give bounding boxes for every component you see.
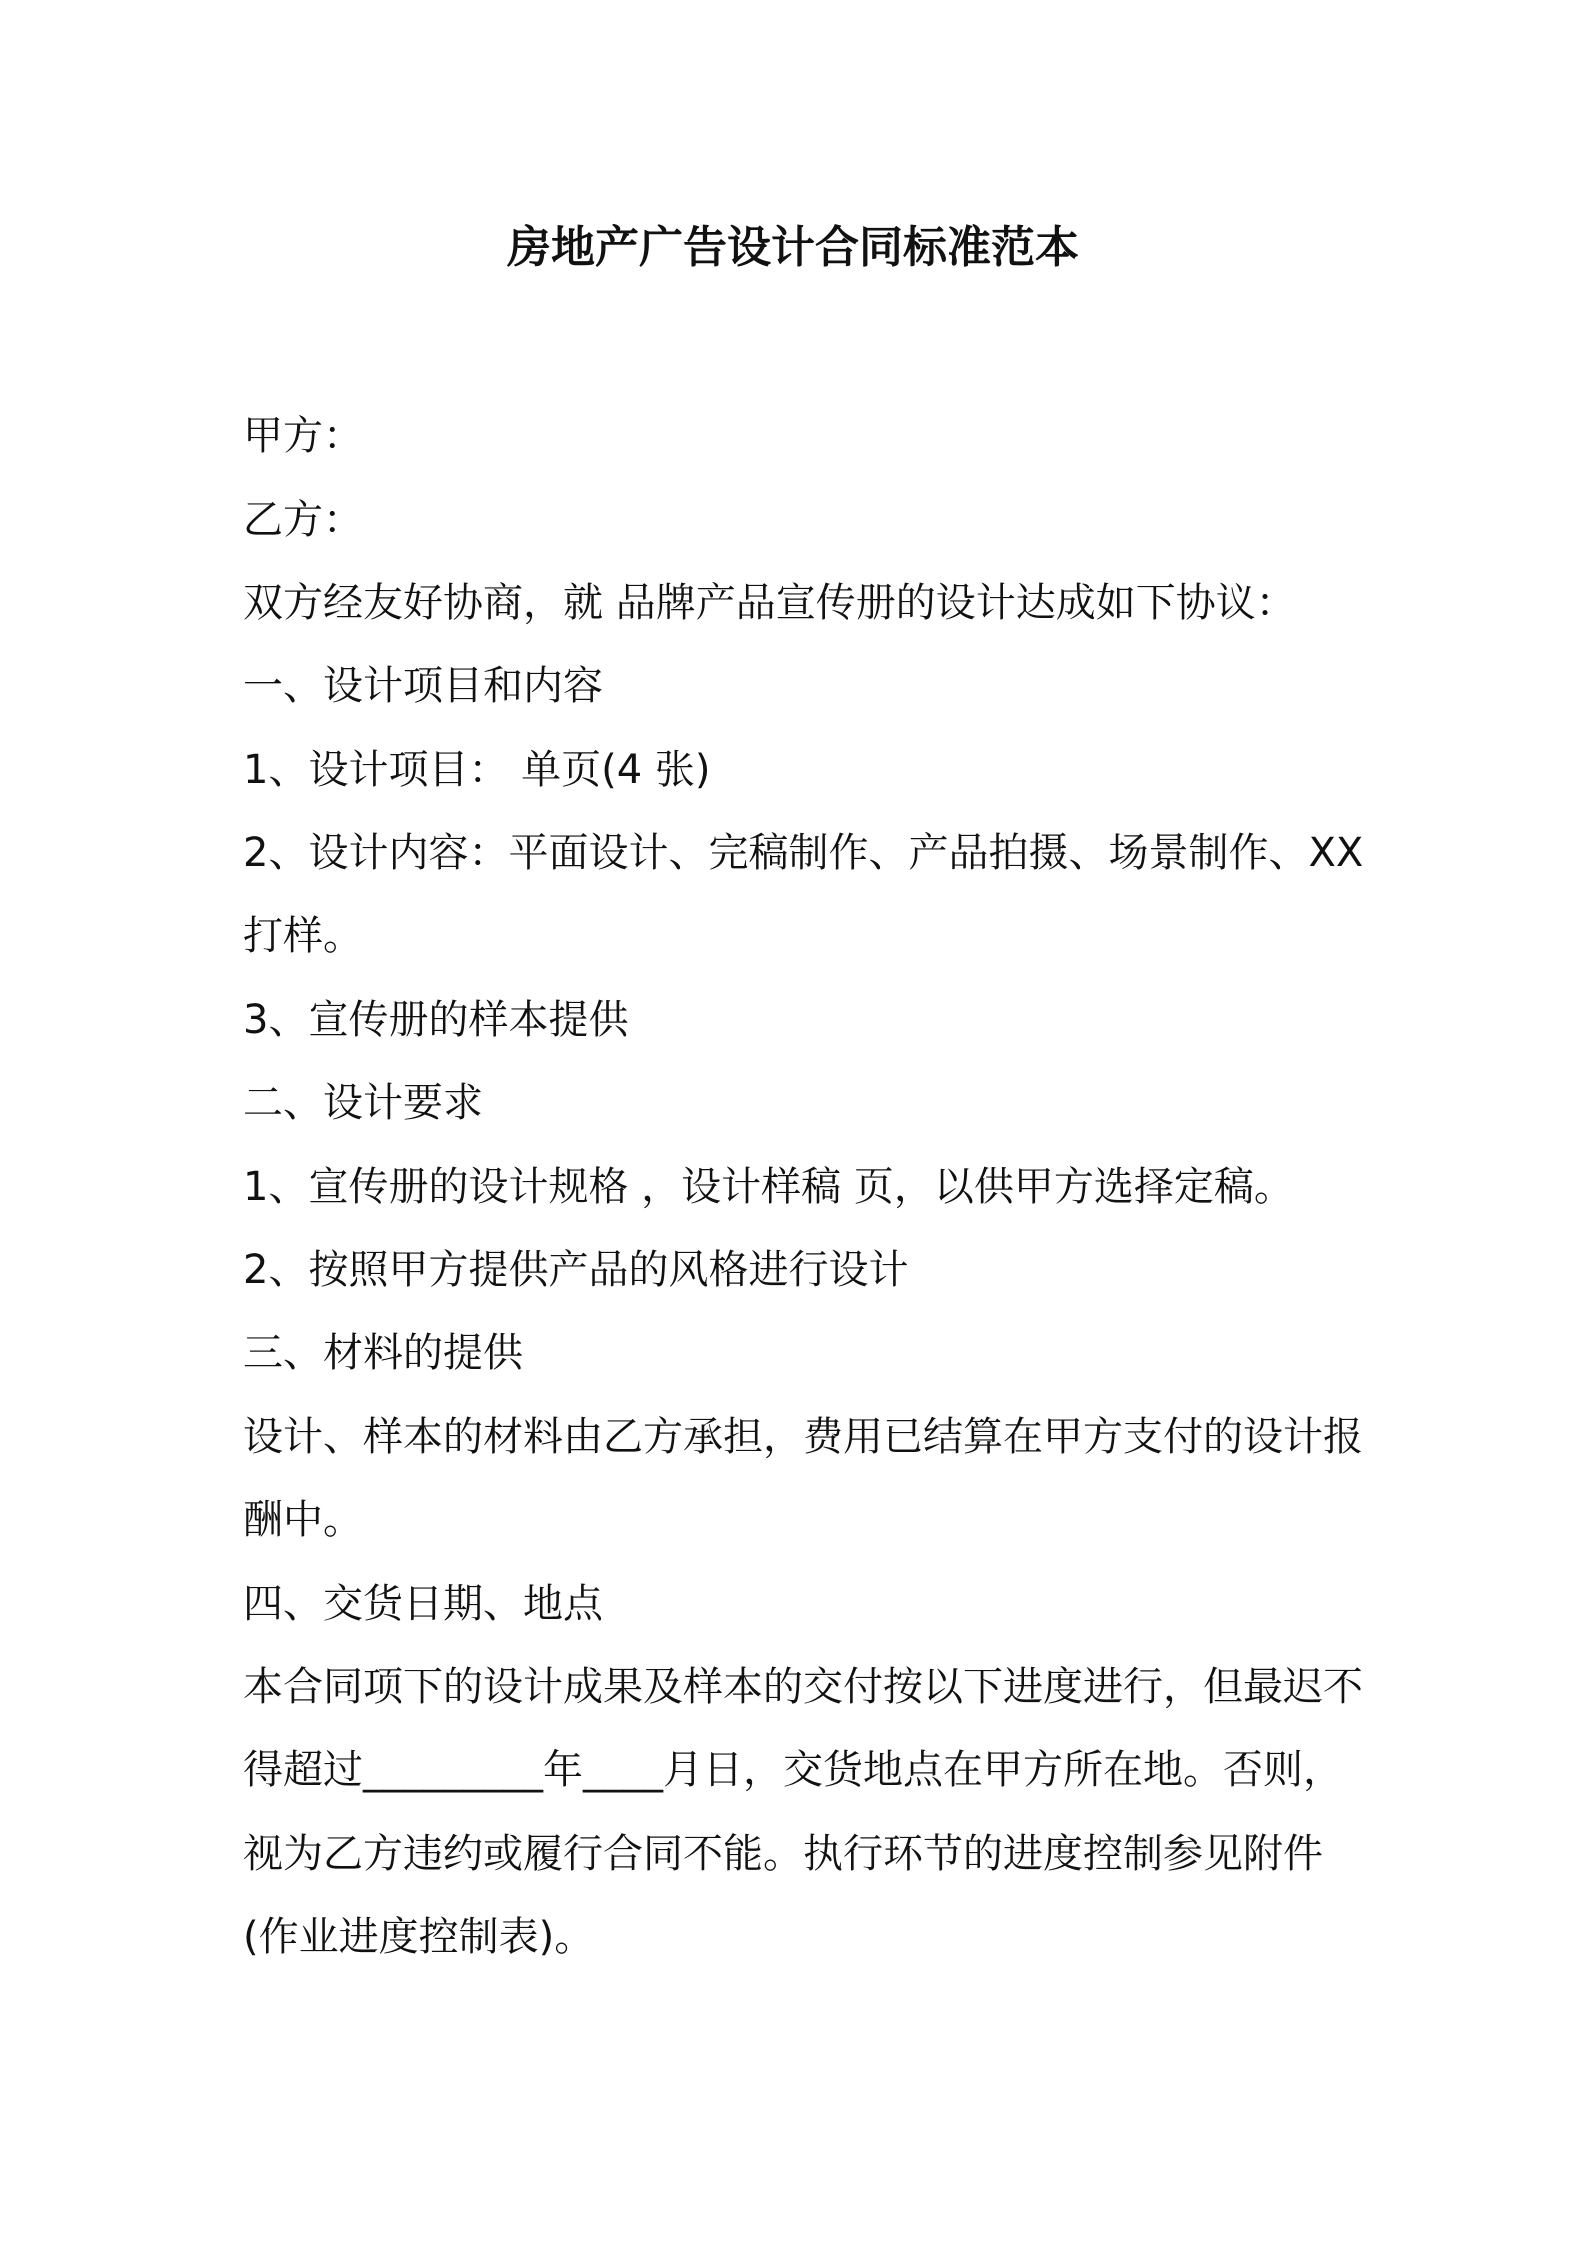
section-1-item-2-cont: 打样。 (243, 913, 363, 959)
section-2-heading: 二、设计要求 (243, 1080, 483, 1126)
section-3-heading: 三、材料的提供 (243, 1330, 523, 1376)
section-4-body-4: (作业进度控制表)。 (243, 1914, 595, 1960)
section-3-body: 设计、样本的材料由乙方承担，费用已结算在甲方支付的设计报 (243, 1414, 1363, 1460)
section-2-item-1: 1、宣传册的设计规格 ，设计样稿 页，以供甲方选择定稿。 (243, 1164, 1294, 1210)
section-4-heading: 四、交货日期、地点 (243, 1581, 603, 1627)
party-a-label: 甲方： (243, 413, 363, 459)
section-2-item-2: 2、按照甲方提供产品的风格进行设计 (243, 1247, 909, 1293)
section-1-item-2: 2、设计内容：平面设计、完稿制作、产品拍摄、场景制作、XX (243, 830, 1364, 876)
party-b-label: 乙方： (243, 497, 363, 543)
document-title: 房地产广告设计合同标准范本 (507, 222, 1079, 273)
section-3-body-cont: 酬中。 (243, 1497, 363, 1543)
section-4-body-1: 本合同项下的设计成果及样本的交付按以下进度进行，但最迟不 (243, 1664, 1363, 1710)
section-4-body-2: 得超过_________年____月日，交货地点在甲方所在地。否则， (243, 1747, 1343, 1793)
section-1-item-1: 1、设计项目： 单页(4 张) (243, 747, 711, 793)
agreement-intro: 双方经友好协商，就 品牌产品宣传册的设计达成如下协议： (243, 580, 1296, 626)
section-1-heading: 一、设计项目和内容 (243, 663, 603, 709)
section-4-body-3: 视为乙方违约或履行合同不能。执行环节的进度控制参见附件 (243, 1831, 1323, 1877)
section-1-item-3: 3、宣传册的样本提供 (243, 997, 629, 1043)
